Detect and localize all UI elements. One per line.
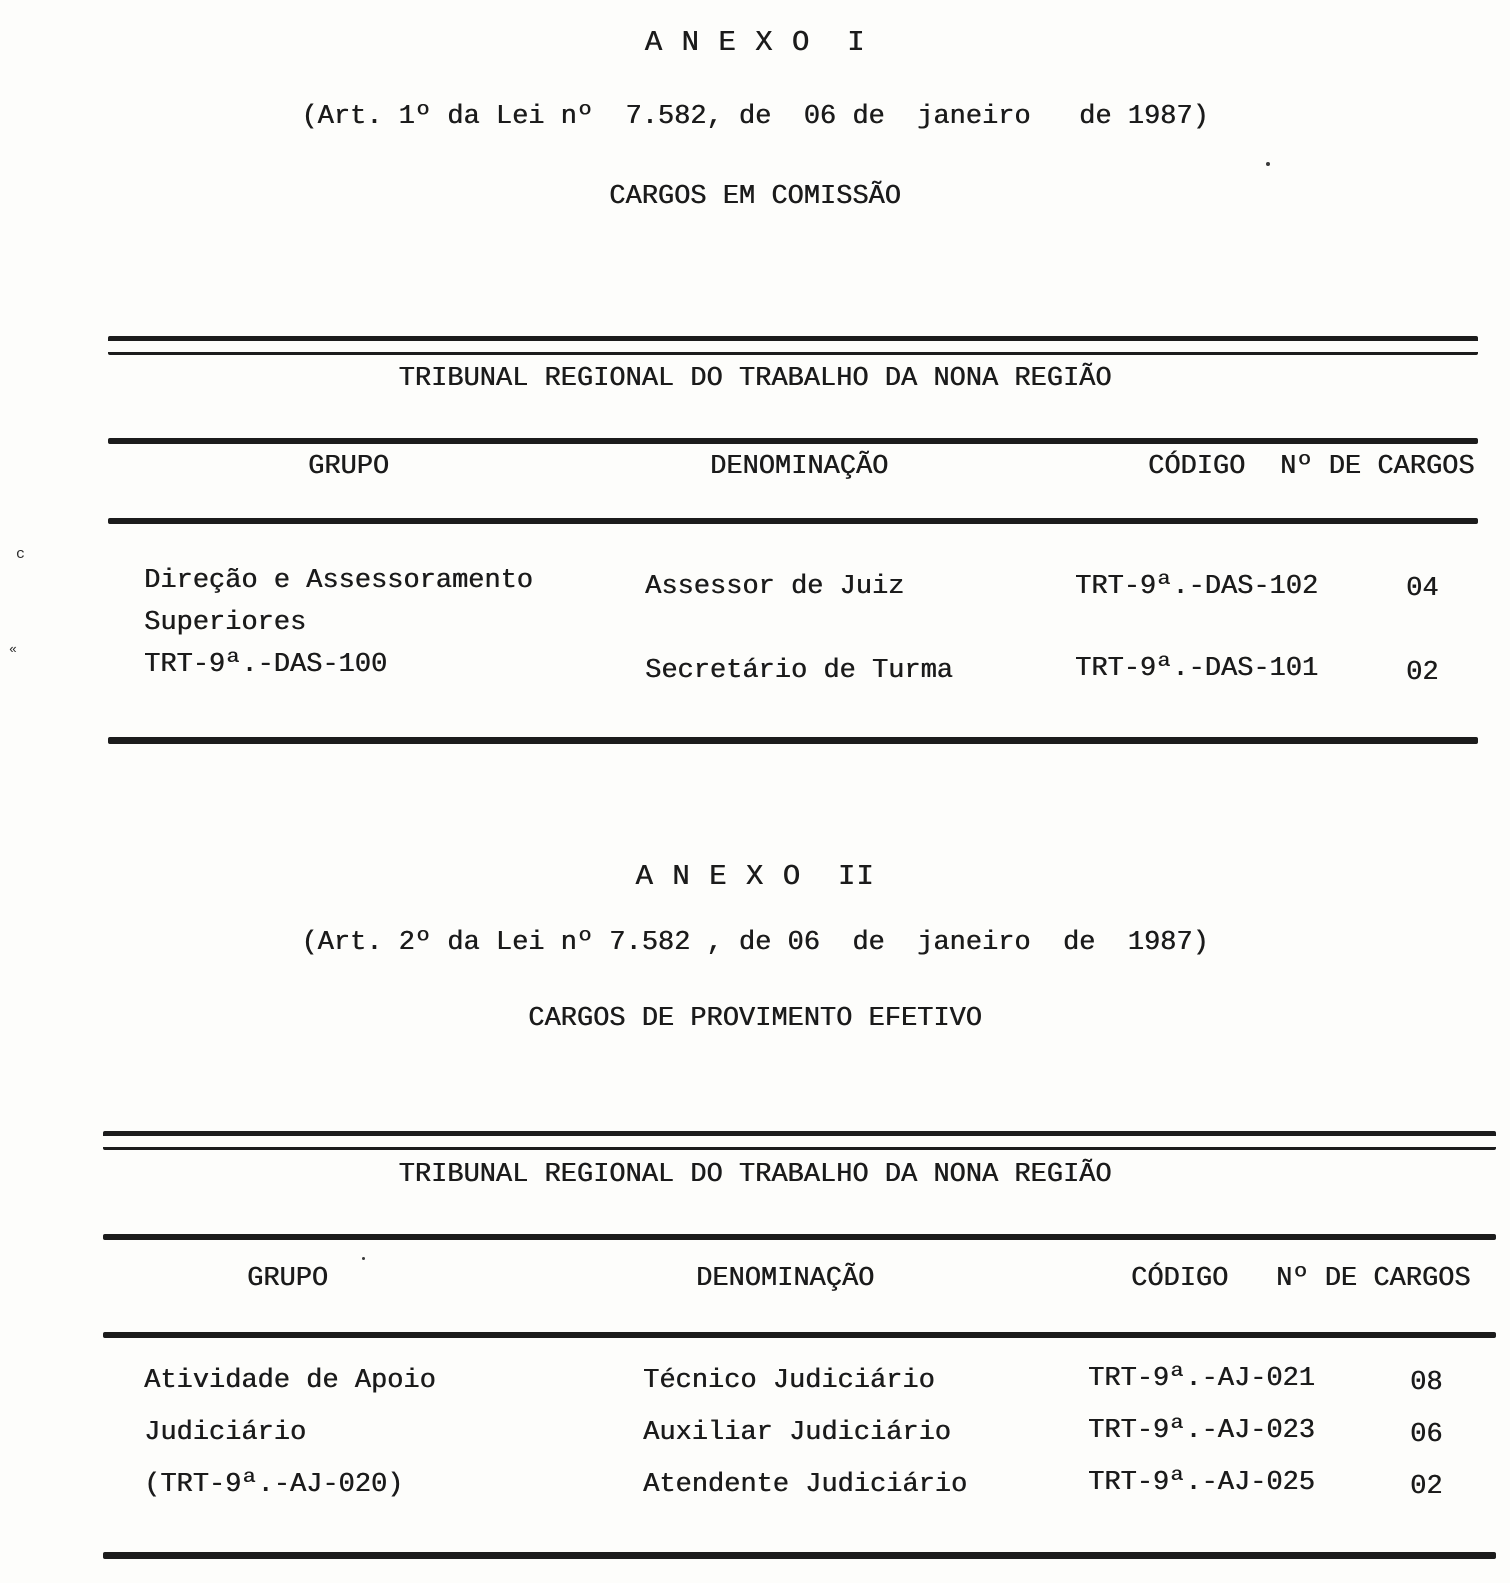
anexo2-title: A N E X O II [635, 860, 875, 893]
anexo1-header-grupo: GRUPO [308, 452, 390, 482]
anexo2-row1-codigo: TRT-9ª.-AJ-021 [1088, 1364, 1315, 1394]
anexo2-header-denominacao: DENOMINAÇÃO [696, 1264, 875, 1294]
margin-scan-mark-1: c [16, 546, 26, 563]
margin-scan-mark-2: « [9, 642, 17, 657]
anexo1-row2-codigo: TRT-9ª.-DAS-101 [1075, 654, 1319, 684]
anexo1-grupo-line-2: Superiores [144, 608, 307, 638]
anexo2-heading: CARGOS DE PROVIMENTO EFETIVO [528, 1004, 982, 1034]
anexo1-table-bottom-rule [108, 737, 1478, 744]
anexo1-subtitle: (Art. 1º da Lei nº 7.582, de 06 de janeiro de 1987) [301, 102, 1209, 132]
anexo1-row2-denominacao: Secretário de Turma [645, 656, 953, 686]
anexo2-row3-cargos: 02 [1410, 1472, 1443, 1502]
anexo1-header-cargos: Nº DE CARGOS [1280, 452, 1475, 482]
anexo1-table-header-rule [108, 518, 1478, 524]
anexo2-table-header-rule [103, 1332, 1496, 1338]
anexo1-row1-cargos: 04 [1406, 574, 1439, 604]
anexo2-table-title: TRIBUNAL REGIONAL DO TRABALHO DA NONA REGIÃO [398, 1160, 1112, 1190]
anexo2-grupo-line-2: Judiciário [144, 1418, 307, 1448]
anexo2-row1-denominacao: Técnico Judiciário [643, 1366, 935, 1396]
anexo1-header-denominacao: DENOMINAÇÃO [710, 452, 889, 482]
anexo2-subtitle: (Art. 2º da Lei nº 7.582 , de 06 de janeiro de 1987) [301, 928, 1209, 958]
scan-speck-2 [362, 1257, 365, 1260]
anexo2-row2-cargos: 06 [1410, 1420, 1443, 1450]
anexo1-table-top-rule [108, 336, 1478, 355]
anexo2-grupo-line-3: (TRT-9ª.-AJ-020) [144, 1470, 404, 1500]
anexo2-grupo-line-1: Atividade de Apoio [144, 1366, 436, 1396]
anexo1-title: A N E X O I [644, 26, 866, 59]
anexo2-header-cargos: Nº DE CARGOS [1276, 1264, 1471, 1294]
anexo2-table-bottom-rule [103, 1552, 1496, 1559]
anexo1-header-codigo: CÓDIGO [1148, 452, 1246, 482]
scan-speck-1 [1266, 162, 1270, 166]
anexo2-table-title-rule [103, 1234, 1496, 1240]
anexo1-row1-codigo: TRT-9ª.-DAS-102 [1075, 572, 1319, 602]
anexo2-row2-codigo: TRT-9ª.-AJ-023 [1088, 1416, 1315, 1446]
anexo2-header-grupo: GRUPO [247, 1264, 329, 1294]
anexo1-row2-cargos: 02 [1406, 658, 1439, 688]
anexo2-header-codigo: CÓDIGO [1131, 1264, 1229, 1294]
anexo2-row3-denominacao: Atendente Judiciário [643, 1470, 968, 1500]
anexo1-heading: CARGOS EM COMISSÃO [609, 182, 901, 212]
anexo1-row1-denominacao: Assessor de Juiz [645, 572, 905, 602]
anexo2-row3-codigo: TRT-9ª.-AJ-025 [1088, 1468, 1315, 1498]
anexo1-grupo-line-1: Direção e Assessoramento [144, 566, 533, 596]
anexo1-table-title-rule [108, 438, 1478, 444]
anexo2-row2-denominacao: Auxiliar Judiciário [643, 1418, 951, 1448]
anexo2-row1-cargos: 08 [1410, 1368, 1443, 1398]
anexo1-grupo-line-3: TRT-9ª.-DAS-100 [144, 650, 388, 680]
anexo1-table-title: TRIBUNAL REGIONAL DO TRABALHO DA NONA REGIÃO [398, 364, 1112, 394]
anexo2-table-top-rule [103, 1131, 1496, 1150]
